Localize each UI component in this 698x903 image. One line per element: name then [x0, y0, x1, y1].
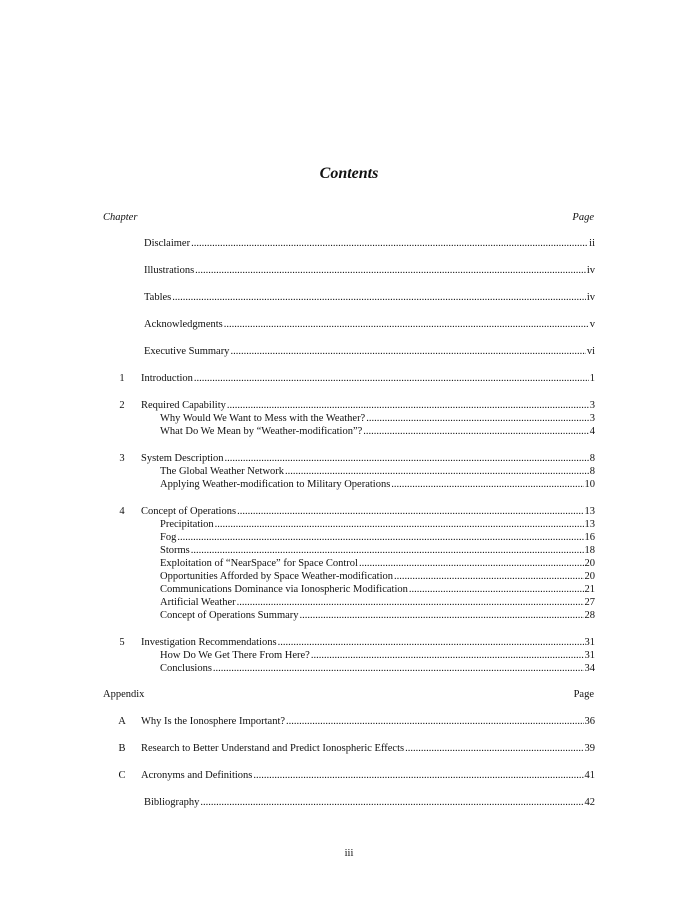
- dot-leader: [286, 715, 583, 728]
- entry-page: 27: [584, 597, 595, 608]
- chapter-entry[interactable]: [141, 372, 595, 385]
- section-entry[interactable]: [160, 465, 595, 478]
- entry-title: Investigation Recommendations: [141, 637, 277, 648]
- entry-title: Concept of Operations: [141, 506, 237, 517]
- entry-title: Tables: [144, 292, 172, 303]
- entry-page: v: [589, 319, 595, 330]
- entry-number: 4: [119, 506, 125, 517]
- entry-title: Why Would We Want to Mess with the Weather?: [160, 413, 366, 424]
- section-entry[interactable]: [160, 425, 595, 438]
- dot-leader: [278, 636, 584, 649]
- entry-title: Fog: [160, 532, 177, 543]
- entry-title: Research to Better Understand and Predict Ionospheric Effects: [141, 743, 405, 754]
- page-number: iii: [344, 848, 354, 859]
- dot-leader: [224, 318, 589, 331]
- appendix-entry[interactable]: [141, 742, 595, 755]
- entry-number: A: [118, 716, 126, 727]
- chapter-entry[interactable]: [141, 452, 595, 465]
- dot-leader: [253, 769, 583, 782]
- entry-page: 8: [589, 466, 595, 477]
- entry-title: Acknowledgments: [144, 319, 223, 330]
- entry-title: Communications Dominance via Ionospheric Modification: [160, 584, 408, 595]
- entry-number: 5: [119, 637, 125, 648]
- entry-title: Executive Summary: [144, 346, 230, 357]
- appendix-entry[interactable]: [141, 769, 595, 782]
- section-entry[interactable]: [160, 609, 595, 622]
- page-column-header: Page: [572, 212, 594, 223]
- entry-title: Precipitation: [160, 519, 214, 530]
- entry-page: 31: [584, 637, 595, 648]
- entry-page: 21: [584, 584, 595, 595]
- section-entry[interactable]: [160, 518, 595, 531]
- section-entry[interactable]: [160, 583, 595, 596]
- dot-leader: [237, 505, 583, 518]
- entry-title: Bibliography: [144, 797, 200, 808]
- entry-page: 28: [584, 610, 595, 621]
- entry-title: Why Is the Ionosphere Important?: [141, 716, 286, 727]
- section-entry[interactable]: [160, 557, 595, 570]
- chapter-entry[interactable]: [141, 505, 595, 518]
- entry-title: Required Capability: [141, 400, 226, 411]
- dot-leader: [300, 609, 584, 622]
- entry-page: 4: [589, 426, 595, 437]
- dot-leader: [191, 237, 588, 250]
- entry-title: Disclaimer: [144, 238, 191, 249]
- dot-leader: [215, 518, 584, 531]
- entry-page: 13: [584, 519, 595, 530]
- section-entry[interactable]: [160, 531, 595, 544]
- entry-page: 31: [584, 650, 595, 661]
- dot-leader: [394, 570, 584, 583]
- entry-page: 42: [584, 797, 595, 808]
- entry-page: 36: [584, 716, 595, 727]
- entry-page: iv: [586, 265, 595, 276]
- entry-page: 1: [589, 373, 595, 384]
- entry-title: Conclusions: [160, 663, 212, 674]
- toc-entry[interactable]: [144, 318, 595, 331]
- dot-leader: [409, 583, 584, 596]
- dot-leader: [227, 399, 589, 412]
- entry-number: B: [118, 743, 126, 754]
- dot-leader: [200, 796, 583, 809]
- dot-leader: [225, 452, 589, 465]
- bibliography-entry[interactable]: [144, 796, 595, 809]
- toc-entry[interactable]: [144, 291, 595, 304]
- entry-page: 3: [589, 400, 595, 411]
- section-entry[interactable]: [160, 662, 595, 675]
- entry-page: iv: [586, 292, 595, 303]
- entry-page: 39: [584, 743, 595, 754]
- dot-leader: [391, 478, 583, 491]
- entry-number: C: [118, 770, 126, 781]
- entry-page: 20: [584, 571, 595, 582]
- section-entry[interactable]: [160, 412, 595, 425]
- entry-title: System Description: [141, 453, 224, 464]
- toc-entry[interactable]: [144, 345, 595, 358]
- dot-leader: [191, 544, 584, 557]
- entry-page: vi: [586, 346, 595, 357]
- section-entry[interactable]: [160, 596, 595, 609]
- entry-title: Acronyms and Definitions: [141, 770, 253, 781]
- dot-leader: [285, 465, 589, 478]
- entry-page: 20: [584, 558, 595, 569]
- entry-title: Exploitation of “NearSpace” for Space Control: [160, 558, 358, 569]
- section-entry[interactable]: [160, 570, 595, 583]
- section-entry[interactable]: [160, 649, 595, 662]
- entry-page: 10: [584, 479, 595, 490]
- entry-page: ii: [589, 238, 595, 249]
- entry-number: 2: [119, 400, 125, 411]
- entry-title: Illustrations: [144, 265, 195, 276]
- entry-title: Opportunities Afforded by Space Weather-modification: [160, 571, 393, 582]
- dot-leader: [237, 596, 584, 609]
- section-entry[interactable]: [160, 544, 595, 557]
- entry-number: 1: [119, 373, 125, 384]
- chapter-entry[interactable]: [141, 636, 595, 649]
- dot-leader: [405, 742, 583, 755]
- appendix-entry[interactable]: [141, 715, 595, 728]
- entry-title: Artificial Weather: [160, 597, 236, 608]
- toc-entry[interactable]: [144, 237, 595, 250]
- entry-title: What Do We Mean by “Weather-modification”?: [160, 426, 363, 437]
- entry-number: 3: [119, 453, 125, 464]
- entry-page: 41: [584, 770, 595, 781]
- dot-leader: [366, 412, 589, 425]
- toc-entry[interactable]: [144, 264, 595, 277]
- section-entry[interactable]: [160, 478, 595, 491]
- dot-leader: [213, 662, 584, 675]
- entry-title: Applying Weather-modification to Military Operations: [160, 479, 391, 490]
- entry-page: 18: [584, 545, 595, 556]
- entry-page: 3: [589, 413, 595, 424]
- entry-page: 13: [584, 506, 595, 517]
- entry-title: Storms: [160, 545, 190, 556]
- entry-title: The Global Weather Network: [160, 466, 285, 477]
- entry-title: Introduction: [141, 373, 193, 384]
- entry-page: 8: [589, 453, 595, 464]
- chapter-column-header: Chapter: [103, 212, 138, 223]
- dot-leader: [230, 345, 585, 358]
- dot-leader: [195, 264, 586, 277]
- chapter-entry[interactable]: [141, 399, 595, 412]
- appendix-page-column-header: Page: [573, 689, 594, 700]
- dot-leader: [177, 531, 583, 544]
- entry-page: 16: [584, 532, 595, 543]
- entry-title: How Do We Get There From Here?: [160, 650, 310, 661]
- entry-title: Concept of Operations Summary: [160, 610, 299, 621]
- dot-leader: [311, 649, 584, 662]
- entry-page: 34: [584, 663, 595, 674]
- appendix-column-header: Appendix: [103, 689, 145, 700]
- page-title: Contents: [319, 165, 379, 182]
- dot-leader: [172, 291, 586, 304]
- dot-leader: [359, 557, 584, 570]
- dot-leader: [194, 372, 589, 385]
- dot-leader: [363, 425, 588, 438]
